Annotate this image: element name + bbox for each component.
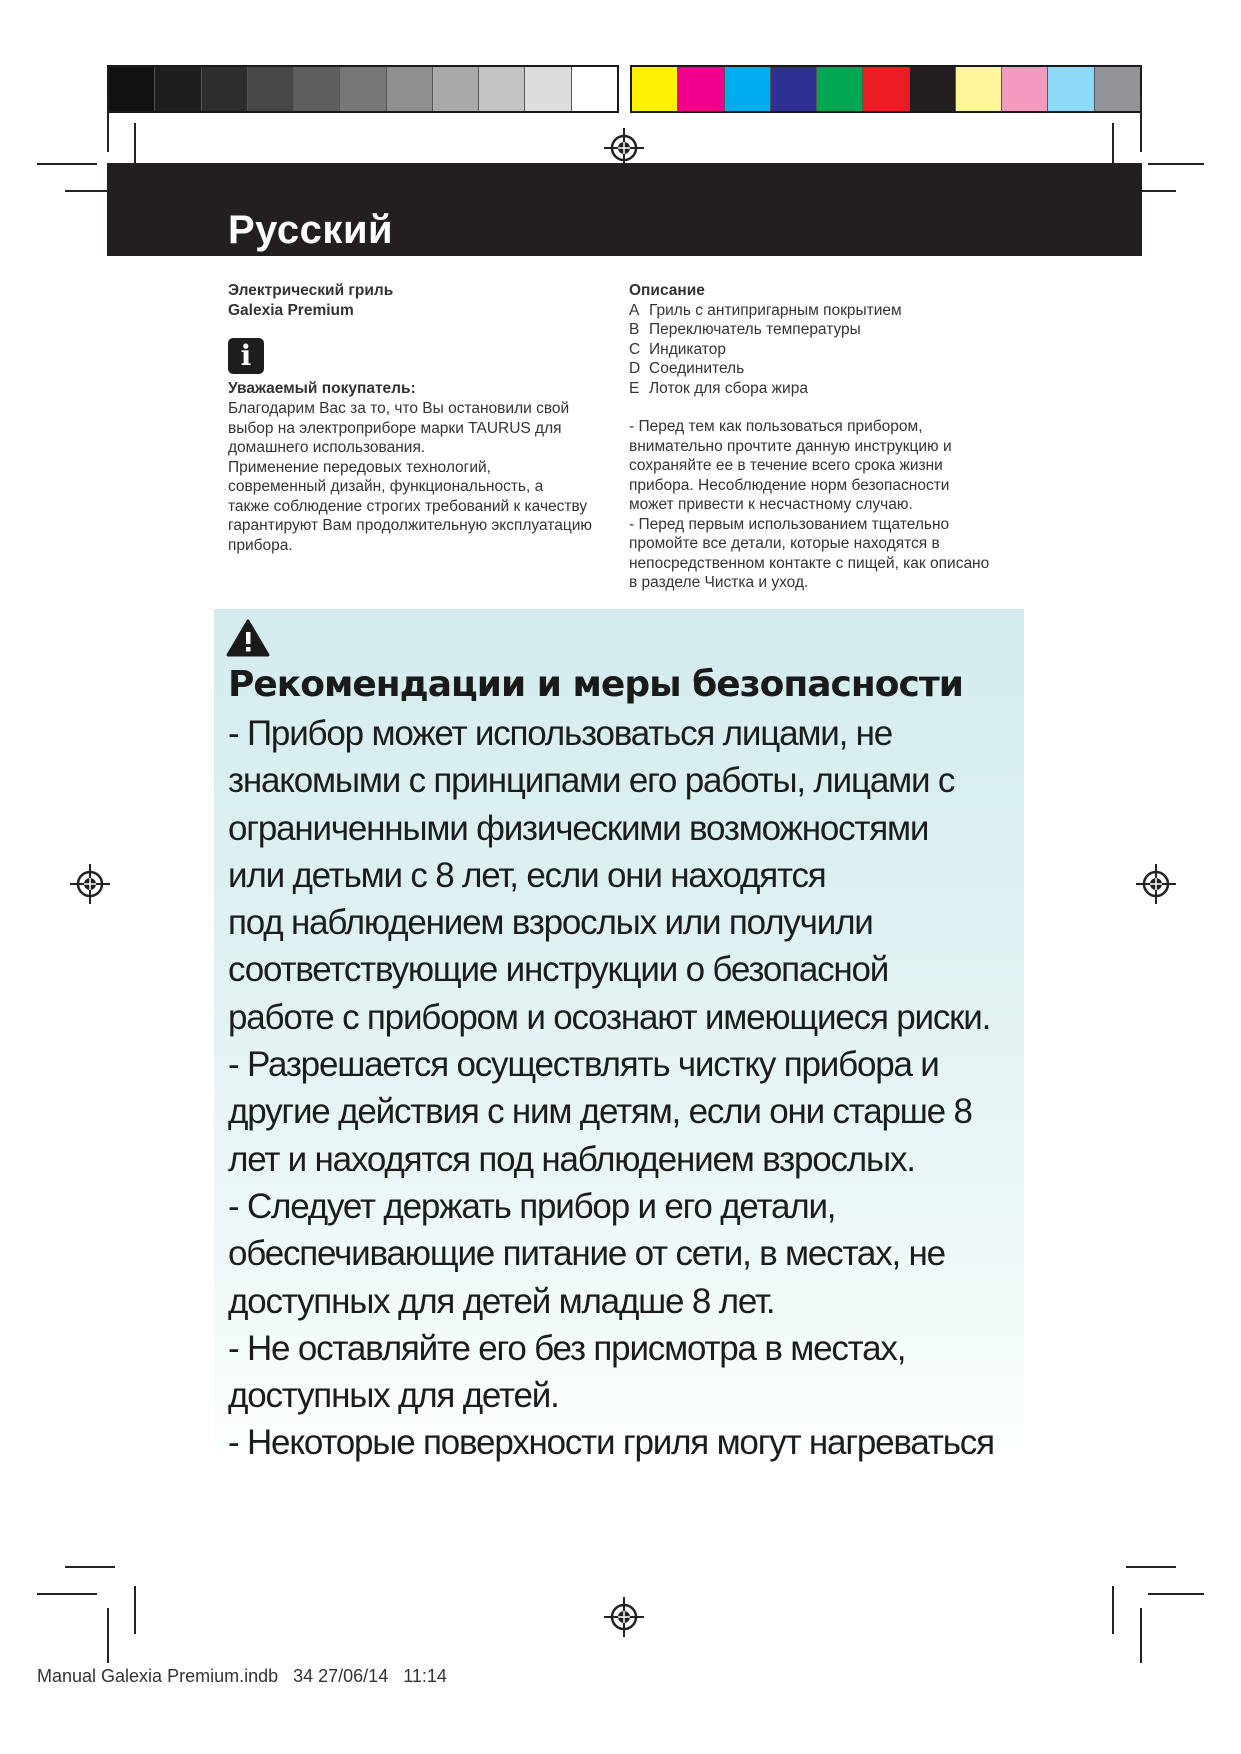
intro-line: гарантируют Вам продолжительную эксплуатацию bbox=[228, 517, 592, 534]
print-slug: Manual Galexia Premium.indb 34 27/06/14 11:14 bbox=[37, 1666, 447, 1686]
greeting: Уважаемый покупатель: bbox=[228, 380, 416, 397]
color-swatch bbox=[479, 67, 525, 111]
color-swatch bbox=[202, 67, 248, 111]
color-swatch bbox=[863, 67, 909, 111]
intro-line: современный дизайн, функциональность, а bbox=[228, 478, 544, 495]
intro-line: выбор на электроприборе марки TAURUS для bbox=[228, 419, 562, 437]
intro-line: Применение передовых технологий, bbox=[228, 458, 491, 476]
color-swatch bbox=[248, 67, 294, 111]
color-swatch bbox=[387, 67, 433, 111]
color-swatch bbox=[817, 67, 863, 111]
safety-line: - Следует держать прибор и его детали, bbox=[228, 1186, 836, 1226]
product-name-line: Galexia Premium bbox=[228, 301, 354, 319]
crop-mark bbox=[1126, 1566, 1176, 1568]
crop-mark bbox=[37, 163, 97, 165]
color-swatch bbox=[572, 67, 617, 111]
item-letter: C bbox=[629, 340, 641, 358]
intro-line: Благодарим Вас за то, что Вы остановили свой bbox=[228, 400, 570, 417]
safety-line: соответствующие инструкции о безопасной bbox=[228, 950, 889, 990]
color-swatch bbox=[155, 67, 201, 111]
intro-text bbox=[228, 399, 623, 555]
note-line: внимательно прочтите данную инструкцию и bbox=[629, 437, 952, 455]
color-swatch bbox=[1002, 67, 1048, 111]
crop-mark bbox=[1140, 97, 1142, 152]
item-text: Индикатор bbox=[649, 340, 726, 358]
safety-line: знакомыми с принципами его работы, лицами с bbox=[228, 761, 955, 801]
usage-notes bbox=[629, 417, 1029, 593]
safety-line: ограниченными физическими возможностями bbox=[228, 808, 929, 848]
description-title: Описание bbox=[629, 282, 705, 299]
language-title: Русский bbox=[228, 208, 394, 252]
safety-line: под наблюдением взрослых или получили bbox=[228, 903, 873, 943]
color-swatch bbox=[678, 67, 724, 111]
intro-line: домашнего использования. bbox=[228, 439, 426, 456]
color-swatch bbox=[910, 67, 956, 111]
safety-text bbox=[228, 710, 1058, 1467]
crop-mark bbox=[1148, 1593, 1204, 1595]
color-swatch bbox=[632, 67, 678, 111]
registration-mark-icon bbox=[604, 1597, 644, 1637]
crop-mark bbox=[1148, 163, 1204, 165]
color-swatch bbox=[525, 67, 571, 111]
safety-line: или детьми с 8 лет, если они находятся bbox=[228, 855, 826, 895]
crop-mark bbox=[65, 1566, 115, 1568]
note-line: непосредственном контакте с пищей, как описано bbox=[629, 554, 990, 572]
safety-line: - Не оставляйте его без присмотра в местах, bbox=[228, 1328, 906, 1368]
description-item bbox=[629, 320, 1029, 340]
grayscale-color-bar bbox=[107, 65, 619, 113]
color-swatch bbox=[771, 67, 817, 111]
product-name bbox=[228, 281, 618, 320]
safety-title: Рекомендации и меры безопасности bbox=[228, 664, 963, 705]
crop-mark bbox=[37, 1593, 97, 1595]
item-text: Лоток для сбора жира bbox=[649, 379, 808, 397]
product-name-line: Электрический гриль bbox=[228, 282, 394, 299]
note-line: прибора. Несоблюдение норм безопасности bbox=[629, 476, 950, 494]
description-item bbox=[629, 379, 1029, 399]
process-color-bar bbox=[630, 65, 1142, 113]
note-line: может привести к несчастному случаю. bbox=[629, 496, 913, 513]
safety-line: работе с прибором и осознают имеющиеся риски. bbox=[228, 997, 991, 1037]
color-swatch bbox=[956, 67, 1002, 111]
item-letter: A bbox=[629, 301, 640, 319]
note-line: в разделе Чистка и уход. bbox=[629, 574, 809, 591]
safety-line: - Прибор может использоваться лицами, не bbox=[228, 714, 893, 753]
description-section bbox=[629, 281, 1029, 593]
color-swatch bbox=[433, 67, 479, 111]
crop-mark bbox=[107, 1608, 109, 1663]
note-line: сохраняйте ее в течение всего срока жизни bbox=[629, 457, 943, 474]
item-letter: B bbox=[629, 321, 640, 338]
safety-line: доступных для детей. bbox=[228, 1376, 559, 1416]
color-swatch bbox=[1095, 67, 1140, 111]
safety-line: - Разрешается осуществлять чистку прибора и bbox=[228, 1045, 939, 1085]
note-line: - Перед тем как пользоваться прибором, bbox=[629, 418, 923, 435]
intro-line: прибора. bbox=[228, 536, 293, 554]
warning-icon bbox=[226, 618, 270, 658]
note-line: - Перед первым использованием тщательно bbox=[629, 515, 950, 533]
description-item bbox=[629, 359, 1029, 379]
item-text: Гриль с антипригарным покрытием bbox=[649, 301, 902, 319]
crop-mark bbox=[1140, 1608, 1142, 1663]
description-item bbox=[629, 301, 1029, 321]
note-line: промойте все детали, которые находятся в bbox=[629, 535, 940, 552]
safety-line: другие действия с ним детям, если они старше 8 bbox=[228, 1092, 972, 1132]
color-swatch bbox=[109, 67, 155, 111]
color-swatch bbox=[340, 67, 386, 111]
registration-mark-icon bbox=[604, 128, 644, 168]
color-swatch bbox=[294, 67, 340, 111]
item-text: Соединитель bbox=[649, 360, 745, 377]
item-letter: E bbox=[629, 379, 640, 397]
safety-line: обеспечивающие питание от сети, в местах, не bbox=[228, 1234, 945, 1274]
crop-mark bbox=[107, 97, 109, 152]
item-text: Переключатель температуры bbox=[649, 321, 861, 338]
info-icon: i bbox=[228, 338, 264, 374]
safety-line: доступных для детей младше 8 лет. bbox=[228, 1281, 775, 1321]
color-swatch bbox=[1048, 67, 1094, 111]
crop-mark bbox=[134, 1586, 136, 1634]
registration-mark-icon bbox=[1136, 864, 1176, 904]
item-letter: D bbox=[629, 360, 641, 377]
registration-mark-icon bbox=[70, 864, 110, 904]
safety-line: лет и находятся под наблюдением взрослых. bbox=[228, 1139, 915, 1179]
safety-line: - Некоторые поверхности гриля могут нагреваться bbox=[228, 1423, 994, 1463]
description-item bbox=[629, 340, 1029, 360]
crop-mark bbox=[1112, 1586, 1114, 1634]
intro-line: также соблюдение строгих требований к качеству bbox=[228, 497, 588, 515]
color-swatch bbox=[725, 67, 771, 111]
